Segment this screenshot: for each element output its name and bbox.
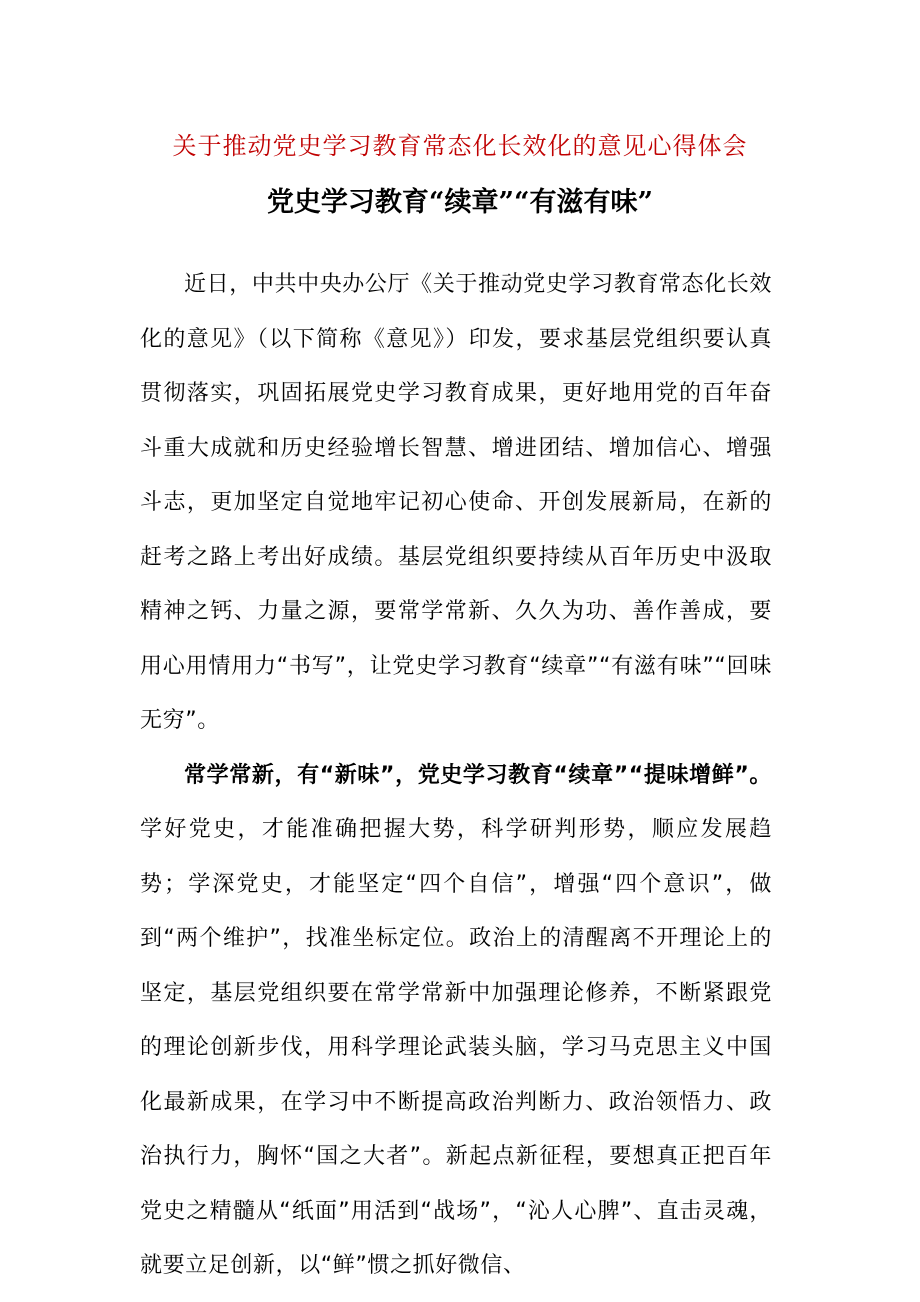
paragraph-intro — [140, 258, 772, 749]
paragraph-new-flavor-lead: 常学常新，有“新味”，党史学习教育“续章”“提味增鲜”。 — [184, 762, 772, 788]
document-main-title: 党史学习教育“续章”“有滋有味” — [266, 187, 654, 218]
paragraph-new-flavor — [140, 749, 772, 1294]
document-body — [140, 258, 772, 1294]
paragraph-new-flavor-text: 学好党史，才能准确把握大势，科学研判形势，顺应发展趋势；学深党史，才能坚定“四个自信”，增强“四个意识”，做到“两个维护”，找准坐标定位。政治上的清醒离不开理论上的坚定，基层党组织要在常学常新中加强理论修养，不断紧跟党的理论创新步伐，用科学理论武装头脑，学习马克思主义中国化最新成果，在学习中不断提高政治判断力、政治领悟力、政治执行力，胸怀“国之大者”。新起点新征程，要想真正把百年党史之精髓从“纸面”用活到“战场”，“沁人心脾”、直击灵魂，就要立足创新，以“鲜”惯之抓好微信、 — [140, 817, 772, 1278]
document-subtitle-red: 关于推动党史学习教育常态化长效化的意见心得体会 — [172, 132, 748, 160]
paragraph-intro-text: 近日，中共中央办公厅《关于推动党史学习教育常态化长效化的意见》（以下简称《意见》）印发，要求基层党组织要认真贯彻落实，巩固拓展党史学习教育成果，更好地用党的百年奋斗重大成就和历史经验增长智慧、增进团结、增加信心、增强斗志，更加坚定自觉地牢记初心使命、开创发展新局，在新的赶考之路上考出好成绩。基层党组织要持续从百年历史中汲取精神之钙、力量之源，要常学常新、久久为功、善作善成，要用心用情用力“书写”，让党史学习教育“续章”“有滋有味”“回味无穷”。 — [140, 272, 772, 733]
